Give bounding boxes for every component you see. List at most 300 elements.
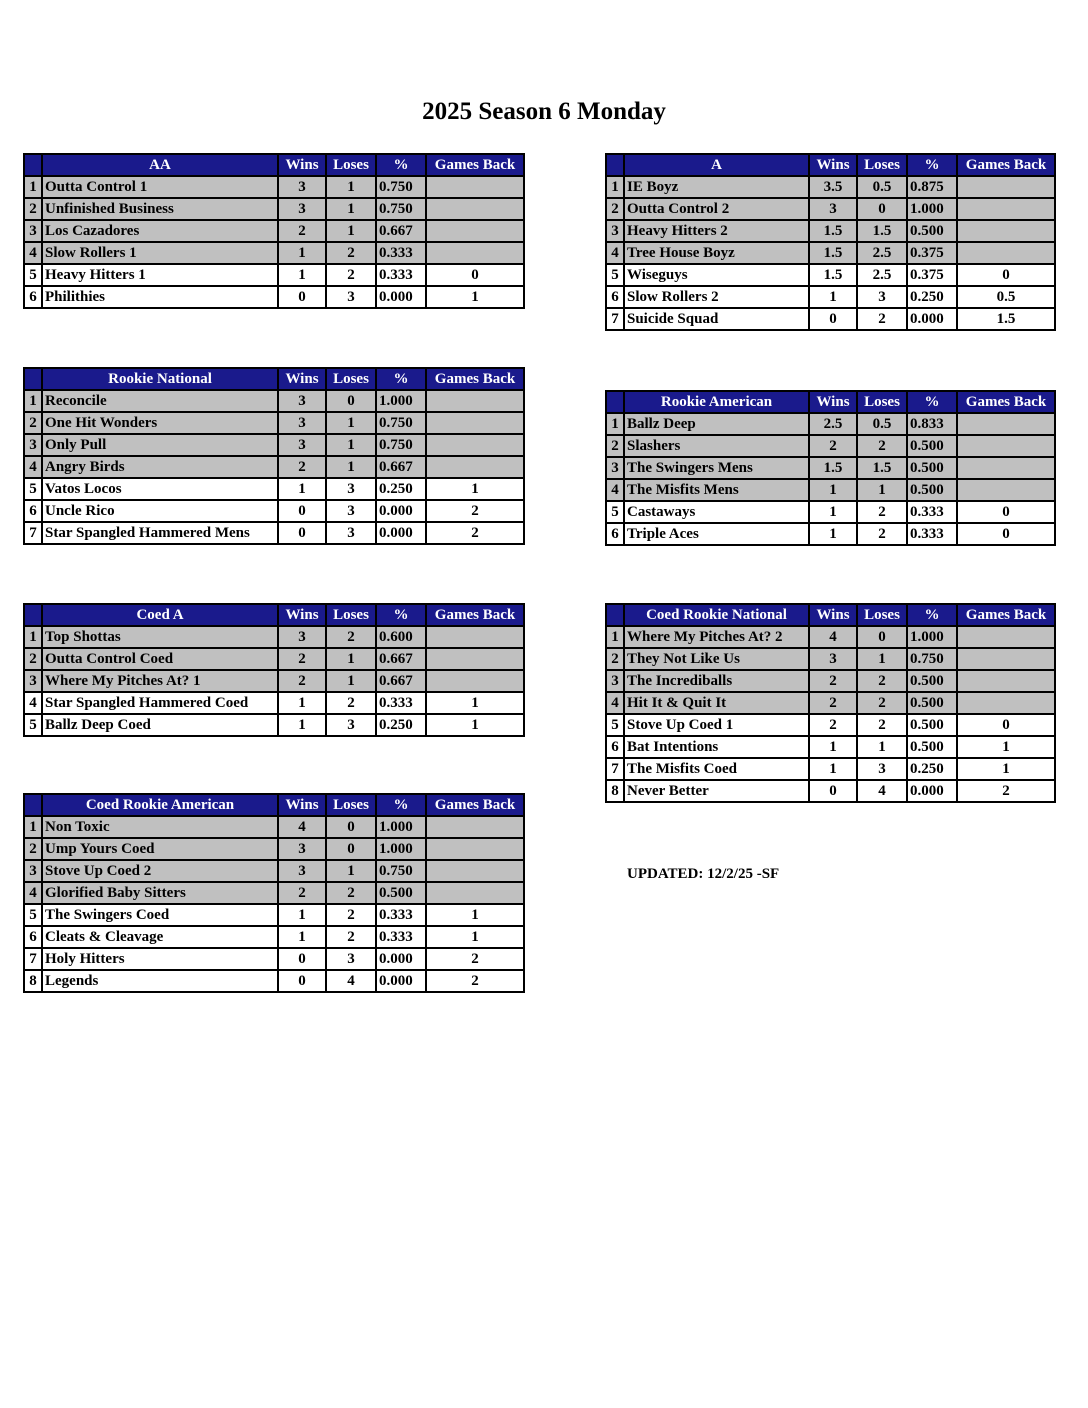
games-back-cell: 1.5 [957,308,1055,330]
loses-cell: 3 [326,286,376,308]
rank-header [606,154,624,176]
loses-header: Loses [857,604,907,626]
pct-header: % [907,154,957,176]
team-name-cell: Slow Rollers 2 [624,286,809,308]
table-row [606,501,1055,523]
team-name-cell: Where My Pitches At? 1 [42,670,278,692]
games-back-cell [426,198,524,220]
wins-cell: 0 [278,522,326,544]
pct-cell: 1.000 [907,626,957,648]
wins-cell: 2 [278,648,326,670]
table-header-row [606,604,1055,626]
team-name-cell: Philithies [42,286,278,308]
rank-cell: 3 [24,670,42,692]
games-back-cell [426,670,524,692]
pct-cell: 0.333 [376,926,426,948]
table-row [606,435,1055,457]
team-name-cell: Uncle Rico [42,500,278,522]
team-name-cell: Bat Intentions [624,736,809,758]
wins-cell: 2.5 [809,413,857,435]
pct-cell: 0.500 [907,692,957,714]
games-back-cell: 0 [957,501,1055,523]
loses-cell: 0 [857,198,907,220]
rank-cell: 6 [606,286,624,308]
division-name-header: Coed Rookie American [42,794,278,816]
games-back-cell: 1 [957,736,1055,758]
table-row [24,390,524,412]
wins-cell: 1 [809,523,857,545]
wins-cell: 0 [278,970,326,992]
games-back-cell: 2 [957,780,1055,802]
loses-header: Loses [857,391,907,413]
pct-cell: 0.000 [376,948,426,970]
wins-cell: 3 [278,434,326,456]
pct-cell: 0.333 [376,242,426,264]
wins-cell: 3 [278,176,326,198]
wins-cell: 1.5 [809,264,857,286]
pct-cell: 0.333 [907,501,957,523]
games-back-cell: 1 [426,286,524,308]
table-row [606,626,1055,648]
loses-cell: 3 [326,478,376,500]
rank-cell: 5 [606,264,624,286]
games-back-cell [426,838,524,860]
team-name-cell: Stove Up Coed 2 [42,860,278,882]
team-name-cell: Slashers [624,435,809,457]
team-name-cell: They Not Like Us [624,648,809,670]
pct-cell: 0.375 [907,242,957,264]
games-back-cell: 2 [426,970,524,992]
pct-cell: 0.333 [907,523,957,545]
games-back-header: Games Back [426,604,524,626]
rank-cell: 6 [606,736,624,758]
games-back-cell [426,648,524,670]
games-back-cell [426,242,524,264]
loses-cell: 2 [857,501,907,523]
division-name-header: Rookie American [624,391,809,413]
loses-cell: 0 [326,838,376,860]
games-back-header: Games Back [426,794,524,816]
table-row [606,736,1055,758]
pct-cell: 0.250 [376,478,426,500]
pct-cell: 0.750 [376,860,426,882]
standings-table-coed-rookie-national [605,603,1056,803]
rank-cell: 8 [606,780,624,802]
pct-cell: 0.000 [907,780,957,802]
pct-cell: 0.500 [907,479,957,501]
table-row [24,242,524,264]
team-name-cell: Los Cazadores [42,220,278,242]
pct-cell: 0.333 [376,904,426,926]
games-back-cell: 1 [426,478,524,500]
table-row [24,926,524,948]
rank-header [24,794,42,816]
rank-cell: 4 [24,882,42,904]
table-row [24,478,524,500]
games-back-header: Games Back [957,391,1055,413]
games-back-cell [957,479,1055,501]
loses-cell: 3 [857,758,907,780]
games-back-cell [426,412,524,434]
games-back-cell [426,456,524,478]
loses-cell: 4 [857,780,907,802]
rank-cell: 1 [606,626,624,648]
games-back-cell [957,220,1055,242]
games-back-header: Games Back [426,368,524,390]
table-row [24,970,524,992]
wins-cell: 0 [809,308,857,330]
team-name-cell: Legends [42,970,278,992]
team-name-cell: Wiseguys [624,264,809,286]
games-back-cell: 2 [426,948,524,970]
table-row [24,904,524,926]
team-name-cell: Slow Rollers 1 [42,242,278,264]
rank-cell: 2 [24,838,42,860]
team-name-cell: Hit It & Quit It [624,692,809,714]
loses-cell: 2.5 [857,264,907,286]
games-back-cell [957,457,1055,479]
pct-header: % [907,604,957,626]
loses-cell: 2 [857,714,907,736]
games-back-cell [426,626,524,648]
team-name-cell: Reconcile [42,390,278,412]
wins-cell: 1 [278,714,326,736]
loses-cell: 1 [857,736,907,758]
pct-cell: 0.875 [907,176,957,198]
games-back-cell: 0 [426,264,524,286]
loses-cell: 2 [326,264,376,286]
games-back-cell: 0 [957,523,1055,545]
team-name-cell: Ump Yours Coed [42,838,278,860]
wins-cell: 1 [278,926,326,948]
wins-cell: 4 [278,816,326,838]
team-name-cell: The Misfits Mens [624,479,809,501]
games-back-cell [426,390,524,412]
standings-table-aa [23,153,525,309]
wins-cell: 3.5 [809,176,857,198]
team-name-cell: Tree House Boyz [624,242,809,264]
team-name-cell: Heavy Hitters 1 [42,264,278,286]
games-back-header: Games Back [957,604,1055,626]
wins-cell: 0 [278,500,326,522]
pct-cell: 0.500 [376,882,426,904]
pct-cell: 0.667 [376,670,426,692]
pct-cell: 0.000 [907,308,957,330]
loses-cell: 2 [326,926,376,948]
pct-cell: 0.500 [907,670,957,692]
team-name-cell: Only Pull [42,434,278,456]
division-name-header: AA [42,154,278,176]
games-back-cell [426,434,524,456]
team-name-cell: Outta Control 1 [42,176,278,198]
rank-cell: 4 [606,479,624,501]
table-row [606,692,1055,714]
loses-cell: 2 [326,692,376,714]
pct-cell: 0.250 [376,714,426,736]
page-title: 2025 Season 6 Monday [422,98,666,125]
wins-cell: 2 [278,670,326,692]
wins-cell: 3 [278,390,326,412]
loses-cell: 3 [326,500,376,522]
loses-cell: 0 [857,626,907,648]
pct-cell: 1.000 [376,390,426,412]
wins-header: Wins [809,604,857,626]
table-row [24,648,524,670]
games-back-cell: 2 [426,500,524,522]
pct-cell: 0.667 [376,456,426,478]
table-row [606,670,1055,692]
wins-cell: 1 [809,736,857,758]
pct-cell: 0.250 [907,758,957,780]
standings-table-a [605,153,1056,331]
standings-table-rookie-american [605,390,1056,546]
loses-cell: 0.5 [857,176,907,198]
rank-cell: 2 [24,648,42,670]
team-name-cell: Star Spangled Hammered Coed [42,692,278,714]
loses-cell: 1 [326,198,376,220]
team-name-cell: Holy Hitters [42,948,278,970]
division-name-header: Coed A [42,604,278,626]
rank-cell: 3 [606,670,624,692]
team-name-cell: Cleats & Cleavage [42,926,278,948]
standings-table-rookie-national [23,367,525,545]
loses-header: Loses [326,368,376,390]
team-name-cell: Suicide Squad [624,308,809,330]
table-row [606,242,1055,264]
pct-cell: 0.000 [376,500,426,522]
wins-cell: 1.5 [809,220,857,242]
games-back-header: Games Back [957,154,1055,176]
wins-cell: 2 [809,692,857,714]
pct-header: % [376,794,426,816]
rank-cell: 1 [606,413,624,435]
wins-cell: 0 [278,948,326,970]
table-row [606,457,1055,479]
rank-cell: 2 [606,435,624,457]
table-row [24,670,524,692]
rank-cell: 4 [24,456,42,478]
table-header-row [24,154,524,176]
table-row [24,522,524,544]
rank-cell: 1 [606,176,624,198]
loses-cell: 2 [857,692,907,714]
team-name-cell: Unfinished Business [42,198,278,220]
rank-header [606,604,624,626]
rank-cell: 1 [24,626,42,648]
pct-cell: 1.000 [376,816,426,838]
pct-cell: 0.500 [907,435,957,457]
pct-cell: 0.667 [376,648,426,670]
table-row [606,479,1055,501]
wins-cell: 1 [809,501,857,523]
team-name-cell: Glorified Baby Sitters [42,882,278,904]
loses-cell: 2 [326,904,376,926]
games-back-cell: 0.5 [957,286,1055,308]
team-name-cell: Non Toxic [42,816,278,838]
games-back-cell [957,692,1055,714]
rank-header [24,154,42,176]
pct-cell: 0.750 [376,412,426,434]
wins-cell: 3 [809,648,857,670]
rank-cell: 5 [24,264,42,286]
pct-cell: 0.333 [376,264,426,286]
pct-cell: 0.375 [907,264,957,286]
rank-cell: 1 [24,390,42,412]
loses-cell: 2 [326,882,376,904]
games-back-cell [426,816,524,838]
games-back-cell: 1 [426,926,524,948]
rank-cell: 8 [24,970,42,992]
table-row [24,198,524,220]
pct-cell: 0.000 [376,286,426,308]
loses-header: Loses [326,794,376,816]
games-back-header: Games Back [426,154,524,176]
loses-cell: 1 [326,648,376,670]
games-back-cell [957,648,1055,670]
wins-cell: 2 [809,670,857,692]
rank-cell: 5 [24,714,42,736]
table-row [606,523,1055,545]
team-name-cell: Star Spangled Hammered Mens [42,522,278,544]
table-row [24,500,524,522]
wins-cell: 2 [809,435,857,457]
team-name-cell: Stove Up Coed 1 [624,714,809,736]
team-name-cell: The Incrediballs [624,670,809,692]
wins-header: Wins [809,154,857,176]
team-name-cell: Outta Control Coed [42,648,278,670]
rank-cell: 6 [24,500,42,522]
rank-cell: 4 [24,692,42,714]
rank-cell: 5 [24,478,42,500]
pct-cell: 0.750 [376,198,426,220]
table-row [24,838,524,860]
team-name-cell: One Hit Wonders [42,412,278,434]
games-back-cell: 1 [426,714,524,736]
games-back-cell [957,413,1055,435]
rank-cell: 2 [606,198,624,220]
games-back-cell: 1 [957,758,1055,780]
loses-cell: 3 [857,286,907,308]
games-back-cell [426,882,524,904]
table-row [24,286,524,308]
loses-cell: 1 [326,412,376,434]
table-row [606,780,1055,802]
table-row [24,434,524,456]
wins-cell: 0 [809,780,857,802]
games-back-cell [426,860,524,882]
table-row [24,882,524,904]
team-name-cell: IE Boyz [624,176,809,198]
pct-cell: 0.750 [376,434,426,456]
rank-cell: 3 [24,434,42,456]
rank-cell: 3 [24,860,42,882]
wins-cell: 3 [278,838,326,860]
rank-cell: 2 [24,198,42,220]
pct-cell: 0.600 [376,626,426,648]
pct-cell: 0.250 [907,286,957,308]
table-row [606,220,1055,242]
rank-header [606,391,624,413]
rank-cell: 5 [606,501,624,523]
rank-cell: 3 [24,220,42,242]
table-row [606,176,1055,198]
loses-cell: 0 [326,390,376,412]
wins-header: Wins [278,604,326,626]
rank-cell: 5 [606,714,624,736]
wins-cell: 2 [278,220,326,242]
division-name-header: Coed Rookie National [624,604,809,626]
wins-cell: 1.5 [809,457,857,479]
rank-cell: 3 [606,220,624,242]
team-name-cell: Heavy Hitters 2 [624,220,809,242]
wins-cell: 0 [278,286,326,308]
team-name-cell: Where My Pitches At? 2 [624,626,809,648]
pct-cell: 1.000 [376,838,426,860]
loses-cell: 1.5 [857,220,907,242]
loses-cell: 1 [857,648,907,670]
table-header-row [24,604,524,626]
team-name-cell: Ballz Deep [624,413,809,435]
loses-cell: 1 [326,176,376,198]
pct-cell: 0.000 [376,522,426,544]
rank-header [24,368,42,390]
games-back-cell [957,198,1055,220]
loses-cell: 3 [326,522,376,544]
table-header-row [24,794,524,816]
pct-cell: 1.000 [907,198,957,220]
loses-header: Loses [326,604,376,626]
team-name-cell: Angry Birds [42,456,278,478]
wins-cell: 3 [278,860,326,882]
table-row [24,176,524,198]
loses-cell: 2 [857,523,907,545]
table-row [24,220,524,242]
team-name-cell: The Misfits Coed [624,758,809,780]
pct-cell: 0.000 [376,970,426,992]
rank-cell: 7 [24,522,42,544]
wins-cell: 3 [809,198,857,220]
rank-cell: 4 [24,242,42,264]
games-back-cell: 2 [426,522,524,544]
table-row [24,860,524,882]
table-row [606,308,1055,330]
rank-cell: 1 [24,816,42,838]
loses-cell: 2 [857,435,907,457]
wins-cell: 1 [809,758,857,780]
rank-cell: 7 [24,948,42,970]
wins-cell: 3 [278,626,326,648]
wins-cell: 2 [278,882,326,904]
table-row [606,198,1055,220]
rank-cell: 4 [606,242,624,264]
games-back-cell [957,435,1055,457]
games-back-cell: 0 [957,714,1055,736]
rank-cell: 2 [24,412,42,434]
table-header-row [606,154,1055,176]
pct-cell: 0.833 [907,413,957,435]
table-row [24,714,524,736]
table-row [606,714,1055,736]
pct-cell: 0.500 [907,220,957,242]
loses-cell: 0 [326,816,376,838]
team-name-cell: Triple Aces [624,523,809,545]
team-name-cell: Vatos Locos [42,478,278,500]
wins-header: Wins [278,794,326,816]
standings-table-coed-a [23,603,525,737]
wins-header: Wins [278,154,326,176]
games-back-cell [957,176,1055,198]
table-header-row [24,368,524,390]
